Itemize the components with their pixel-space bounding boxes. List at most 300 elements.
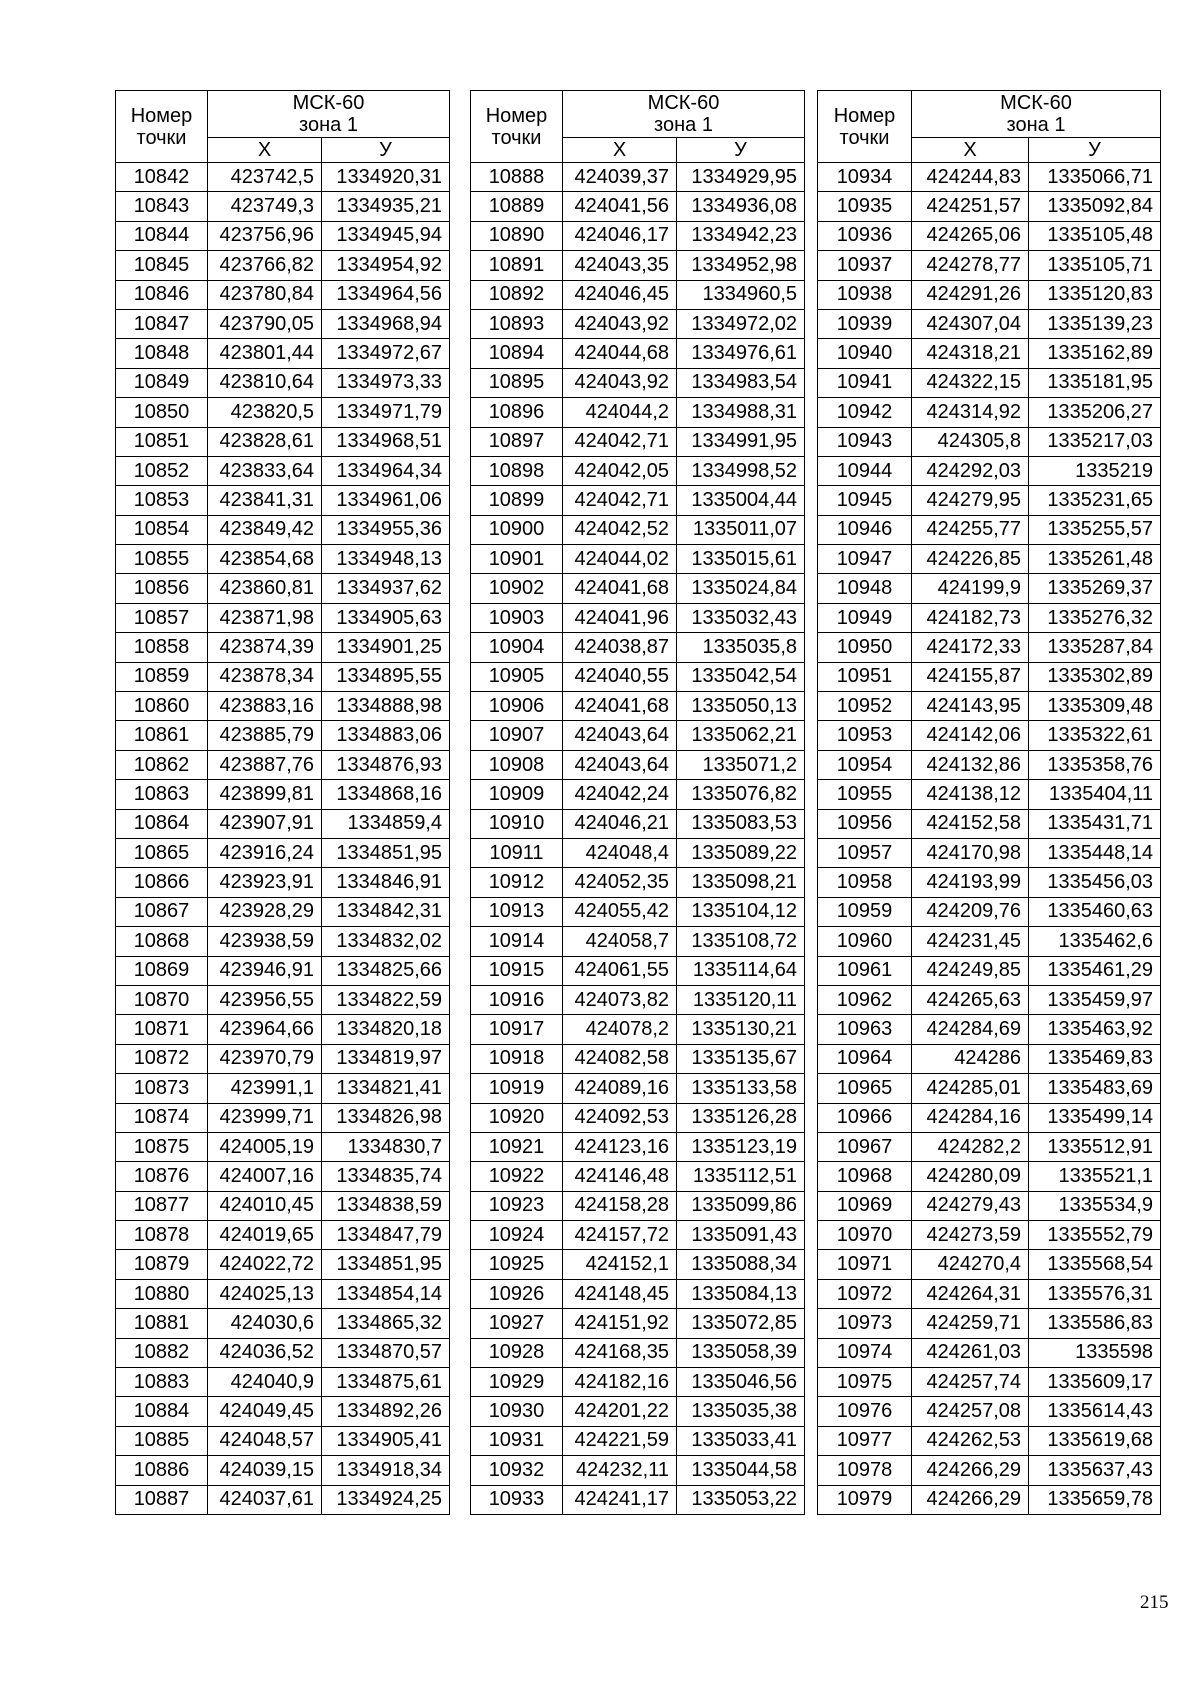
point-number: 10959 [818, 897, 912, 926]
x-coordinate: 424010,45 [208, 1191, 322, 1220]
point-number: 10844 [116, 221, 208, 250]
x-coordinate: 424244,83 [912, 163, 1029, 192]
y-coordinate: 1334846,91 [322, 868, 450, 897]
table-row [116, 251, 450, 280]
table-row [116, 1397, 450, 1426]
y-coordinate: 1334819,97 [322, 1044, 450, 1073]
x-coordinate: 424158,28 [563, 1191, 677, 1220]
x-coordinate: 423766,82 [208, 251, 322, 280]
point-number: 10941 [818, 368, 912, 397]
y-coordinate: 1335035,8 [677, 633, 805, 662]
y-coordinate: 1335123,19 [677, 1132, 805, 1161]
x-coordinate: 424044,68 [563, 339, 677, 368]
y-coordinate: 1334905,41 [322, 1426, 450, 1455]
table-row [818, 750, 1161, 779]
table-row [818, 662, 1161, 691]
y-coordinate: 1335459,97 [1029, 985, 1161, 1014]
point-number: 10859 [116, 662, 208, 691]
point-number: 10931 [471, 1426, 563, 1455]
point-number: 10974 [818, 1338, 912, 1367]
table-row [116, 750, 450, 779]
table-row [818, 309, 1161, 338]
x-coordinate: 424044,02 [563, 545, 677, 574]
point-number: 10855 [116, 545, 208, 574]
table-row [818, 927, 1161, 956]
x-coordinate: 423810,64 [208, 368, 322, 397]
x-coordinate: 424261,03 [912, 1338, 1029, 1367]
system-name: МСК-60 [292, 92, 365, 114]
table-row [471, 1044, 805, 1073]
y-coordinate: 1334976,61 [677, 339, 805, 368]
table-row [471, 1221, 805, 1250]
y-coordinate: 1335105,71 [1029, 251, 1161, 280]
table-row [116, 985, 450, 1014]
y-coordinate: 1334991,95 [677, 427, 805, 456]
y-coordinate: 1335076,82 [677, 780, 805, 809]
point-number: 10897 [471, 427, 563, 456]
table-row [818, 897, 1161, 926]
coordinate-tables [115, 90, 1181, 1562]
x-coordinate: 423820,5 [208, 398, 322, 427]
y-coordinate: 1335004,44 [677, 486, 805, 515]
y-coordinate: 1334820,18 [322, 1015, 450, 1044]
table-row [818, 1015, 1161, 1044]
x-coordinate: 424042,05 [563, 456, 677, 485]
table-row [116, 398, 450, 427]
y-coordinate: 1334918,34 [322, 1456, 450, 1485]
point-number: 10896 [471, 398, 563, 427]
point-number: 10890 [471, 221, 563, 250]
x-coordinate: 424043,64 [563, 750, 677, 779]
system-name: МСК-60 [1000, 92, 1072, 114]
y-coordinate: 1335033,41 [677, 1426, 805, 1455]
point-number: 10893 [471, 309, 563, 338]
point-number: 10862 [116, 750, 208, 779]
point-number: 10843 [116, 192, 208, 221]
table-row [818, 1309, 1161, 1338]
table-row [471, 721, 805, 750]
zone-name: зона 1 [299, 114, 358, 136]
point-number: 10888 [471, 163, 563, 192]
point-number: 10849 [116, 368, 208, 397]
table-row [471, 897, 805, 926]
point-number: 10866 [116, 868, 208, 897]
point-number: 10904 [471, 633, 563, 662]
y-coordinate: 1335609,17 [1029, 1368, 1161, 1397]
point-number: 10880 [116, 1279, 208, 1308]
x-coordinate: 424123,16 [563, 1132, 677, 1161]
y-coordinate: 1334859,4 [322, 809, 450, 838]
y-coordinate: 1334998,52 [677, 456, 805, 485]
table-row [471, 868, 805, 897]
y-coordinate: 1334954,92 [322, 251, 450, 280]
point-number: 10966 [818, 1103, 912, 1132]
y-coordinate: 1334830,7 [322, 1132, 450, 1161]
point-header: Номер точки [471, 91, 563, 163]
point-number: 10842 [116, 163, 208, 192]
x-coordinate: 423742,5 [208, 163, 322, 192]
y-header: У [1029, 138, 1161, 163]
table-row [818, 456, 1161, 485]
point-number: 10951 [818, 662, 912, 691]
table-row [818, 838, 1161, 867]
x-coordinate: 423756,96 [208, 221, 322, 250]
table-row [818, 545, 1161, 574]
y-coordinate: 1335358,76 [1029, 750, 1161, 779]
point-number: 10922 [471, 1162, 563, 1191]
table-row [116, 163, 450, 192]
table-row [471, 662, 805, 691]
point-number: 10960 [818, 927, 912, 956]
point-number: 10847 [116, 309, 208, 338]
table-row [471, 1279, 805, 1308]
point-number: 10901 [471, 545, 563, 574]
table-row [818, 1368, 1161, 1397]
y-coordinate: 1335011,07 [677, 515, 805, 544]
table-row [818, 221, 1161, 250]
table-row [818, 574, 1161, 603]
point-number: 10913 [471, 897, 563, 926]
point-number: 10944 [818, 456, 912, 485]
x-coordinate: 424307,04 [912, 309, 1029, 338]
y-coordinate: 1334851,95 [322, 1250, 450, 1279]
x-coordinate: 424172,33 [912, 633, 1029, 662]
x-coordinate: 424019,65 [208, 1221, 322, 1250]
table-row [471, 1132, 805, 1161]
point-number: 10845 [116, 251, 208, 280]
table-row [471, 809, 805, 838]
point-number: 10936 [818, 221, 912, 250]
point-number: 10950 [818, 633, 912, 662]
x-coordinate: 423878,34 [208, 662, 322, 691]
zone-name: зона 1 [1006, 114, 1066, 136]
y-coordinate: 1335512,91 [1029, 1132, 1161, 1161]
point-number: 10963 [818, 1015, 912, 1044]
table-row [116, 192, 450, 221]
point-number: 10858 [116, 633, 208, 662]
table-row [116, 868, 450, 897]
x-coordinate: 423841,31 [208, 486, 322, 515]
point-number: 10928 [471, 1338, 563, 1367]
y-coordinate: 1335637,43 [1029, 1456, 1161, 1485]
table-row [116, 574, 450, 603]
point-header: Номер точки [818, 91, 912, 163]
y-coordinate: 1335092,84 [1029, 192, 1161, 221]
point-number: 10876 [116, 1162, 208, 1191]
x-coordinate: 424209,76 [912, 897, 1029, 926]
table-row [116, 1485, 450, 1514]
point-number: 10883 [116, 1368, 208, 1397]
y-coordinate: 1334825,66 [322, 956, 450, 985]
point-number: 10956 [818, 809, 912, 838]
point-header: Номер точки [116, 91, 208, 163]
table-row [471, 1103, 805, 1132]
y-coordinate: 1335104,12 [677, 897, 805, 926]
point-number: 10934 [818, 163, 912, 192]
y-coordinate: 1335552,79 [1029, 1221, 1161, 1250]
table-row [471, 398, 805, 427]
x-coordinate: 424314,92 [912, 398, 1029, 427]
x-coordinate: 424142,06 [912, 721, 1029, 750]
point-number: 10964 [818, 1044, 912, 1073]
y-coordinate: 1335619,68 [1029, 1426, 1161, 1455]
y-coordinate: 1335133,58 [677, 1074, 805, 1103]
x-coordinate: 424043,35 [563, 251, 677, 280]
table-row [818, 163, 1161, 192]
x-coordinate: 424285,01 [912, 1074, 1029, 1103]
x-coordinate: 424262,53 [912, 1426, 1029, 1455]
x-coordinate: 424036,52 [208, 1338, 322, 1367]
table-row [818, 985, 1161, 1014]
point-number: 10935 [818, 192, 912, 221]
coordinate-table-3 [817, 90, 1161, 1515]
y-coordinate: 1335217,03 [1029, 427, 1161, 456]
y-coordinate: 1335098,21 [677, 868, 805, 897]
table-row [471, 633, 805, 662]
y-coordinate: 1335024,84 [677, 574, 805, 603]
point-number: 10948 [818, 574, 912, 603]
point-number: 10892 [471, 280, 563, 309]
x-coordinate: 424048,4 [563, 838, 677, 867]
point-number: 10955 [818, 780, 912, 809]
point-number: 10886 [116, 1456, 208, 1485]
table-row [818, 398, 1161, 427]
table-row [818, 1397, 1161, 1426]
x-coordinate: 424046,45 [563, 280, 677, 309]
point-number: 10877 [116, 1191, 208, 1220]
y-coordinate: 1335219 [1029, 456, 1161, 485]
y-coordinate: 1334847,79 [322, 1221, 450, 1250]
point-number: 10933 [471, 1485, 563, 1514]
point-number: 10905 [471, 662, 563, 691]
y-coordinate: 1335066,71 [1029, 163, 1161, 192]
y-coordinate: 1334972,02 [677, 309, 805, 338]
y-coordinate: 1334851,95 [322, 838, 450, 867]
point-number: 10971 [818, 1250, 912, 1279]
table-row [818, 1221, 1161, 1250]
y-coordinate: 1334895,55 [322, 662, 450, 691]
y-coordinate: 1334821,41 [322, 1074, 450, 1103]
table-row [116, 1250, 450, 1279]
x-coordinate: 424082,58 [563, 1044, 677, 1073]
x-coordinate: 423790,05 [208, 309, 322, 338]
point-number: 10850 [116, 398, 208, 427]
y-coordinate: 1334835,74 [322, 1162, 450, 1191]
y-coordinate: 1335072,85 [677, 1309, 805, 1338]
point-number: 10867 [116, 897, 208, 926]
y-coordinate: 1335269,37 [1029, 574, 1161, 603]
y-coordinate: 1335231,65 [1029, 486, 1161, 515]
table-row [116, 692, 450, 721]
point-number: 10903 [471, 603, 563, 632]
y-coordinate: 1335032,43 [677, 603, 805, 632]
table-row [116, 633, 450, 662]
x-coordinate: 424270,4 [912, 1250, 1029, 1279]
point-number: 10889 [471, 192, 563, 221]
x-coordinate: 423938,59 [208, 927, 322, 956]
point-number: 10908 [471, 750, 563, 779]
point-number: 10965 [818, 1074, 912, 1103]
table-row [471, 1456, 805, 1485]
table-row [471, 603, 805, 632]
y-coordinate: 1335053,22 [677, 1485, 805, 1514]
point-number: 10860 [116, 692, 208, 721]
table-row [471, 163, 805, 192]
x-coordinate: 424138,12 [912, 780, 1029, 809]
x-coordinate: 424043,92 [563, 309, 677, 338]
y-coordinate: 1335083,53 [677, 809, 805, 838]
x-coordinate: 423885,79 [208, 721, 322, 750]
table-row [116, 1191, 450, 1220]
y-coordinate: 1334876,93 [322, 750, 450, 779]
x-coordinate: 424282,2 [912, 1132, 1029, 1161]
y-coordinate: 1335139,23 [1029, 309, 1161, 338]
point-number: 10918 [471, 1044, 563, 1073]
x-header: Х [563, 138, 677, 163]
x-coordinate: 424007,16 [208, 1162, 322, 1191]
table-row [818, 515, 1161, 544]
y-coordinate: 1335404,11 [1029, 780, 1161, 809]
point-number: 10945 [818, 486, 912, 515]
point-number: 10917 [471, 1015, 563, 1044]
table-row [116, 486, 450, 515]
table-row [471, 1426, 805, 1455]
point-number: 10881 [116, 1309, 208, 1338]
table-row [818, 1426, 1161, 1455]
table-row [116, 1426, 450, 1455]
y-coordinate: 1335598 [1029, 1338, 1161, 1367]
table-row [116, 1456, 450, 1485]
y-coordinate: 1335120,11 [677, 985, 805, 1014]
table-row [471, 692, 805, 721]
y-coordinate: 1335463,92 [1029, 1015, 1161, 1044]
y-coordinate: 1335042,54 [677, 662, 805, 691]
y-coordinate: 1335302,89 [1029, 662, 1161, 691]
y-coordinate: 1334952,98 [677, 251, 805, 280]
x-coordinate: 424182,73 [912, 603, 1029, 632]
table-row [818, 1074, 1161, 1103]
x-coordinate: 424039,15 [208, 1456, 322, 1485]
system-header [208, 91, 450, 138]
x-coordinate: 424046,17 [563, 221, 677, 250]
y-coordinate: 1334942,23 [677, 221, 805, 250]
table-row [818, 1485, 1161, 1514]
table-row [818, 692, 1161, 721]
x-coordinate: 424265,63 [912, 985, 1029, 1014]
x-coordinate: 424044,2 [563, 398, 677, 427]
point-number: 10977 [818, 1426, 912, 1455]
y-coordinate: 1334935,21 [322, 192, 450, 221]
table-row [471, 927, 805, 956]
x-coordinate: 424052,35 [563, 868, 677, 897]
point-number: 10920 [471, 1103, 563, 1132]
y-coordinate: 1335521,1 [1029, 1162, 1161, 1191]
table-row [471, 1485, 805, 1514]
x-coordinate: 424221,59 [563, 1426, 677, 1455]
y-coordinate: 1335050,13 [677, 692, 805, 721]
table-row [818, 427, 1161, 456]
table-row [471, 1074, 805, 1103]
x-coordinate: 424038,87 [563, 633, 677, 662]
point-number: 10863 [116, 780, 208, 809]
x-coordinate: 424043,64 [563, 721, 677, 750]
table-row [116, 1162, 450, 1191]
x-coordinate: 424286 [912, 1044, 1029, 1073]
point-number: 10942 [818, 398, 912, 427]
y-coordinate: 1335135,67 [677, 1044, 805, 1073]
table-row [116, 809, 450, 838]
table-row [471, 1191, 805, 1220]
y-coordinate: 1335534,9 [1029, 1191, 1161, 1220]
x-coordinate: 423923,91 [208, 868, 322, 897]
y-coordinate: 1335462,6 [1029, 927, 1161, 956]
table-row [471, 427, 805, 456]
point-number: 10911 [471, 838, 563, 867]
x-coordinate: 424058,7 [563, 927, 677, 956]
system-name: МСК-60 [647, 92, 720, 114]
point-number: 10906 [471, 692, 563, 721]
x-coordinate: 424199,9 [912, 574, 1029, 603]
x-coordinate: 423907,91 [208, 809, 322, 838]
table-row [471, 545, 805, 574]
table-row [818, 1132, 1161, 1161]
table-row [116, 780, 450, 809]
x-coordinate: 424143,95 [912, 692, 1029, 721]
y-coordinate: 1335568,54 [1029, 1250, 1161, 1279]
point-number: 10851 [116, 427, 208, 456]
y-coordinate: 1335309,48 [1029, 692, 1161, 721]
table-row [818, 780, 1161, 809]
point-number: 10949 [818, 603, 912, 632]
x-coordinate: 423871,98 [208, 603, 322, 632]
y-coordinate: 1335130,21 [677, 1015, 805, 1044]
y-coordinate: 1334964,56 [322, 280, 450, 309]
point-number: 10868 [116, 927, 208, 956]
point-number: 10902 [471, 574, 563, 603]
table-row [818, 368, 1161, 397]
x-coordinate: 424078,2 [563, 1015, 677, 1044]
x-coordinate: 424259,71 [912, 1309, 1029, 1338]
y-coordinate: 1334875,61 [322, 1368, 450, 1397]
y-coordinate: 1334905,63 [322, 603, 450, 632]
y-coordinate: 1334973,33 [322, 368, 450, 397]
y-coordinate: 1335062,21 [677, 721, 805, 750]
point-number: 10899 [471, 486, 563, 515]
y-coordinate: 1335469,83 [1029, 1044, 1161, 1073]
x-coordinate: 423749,3 [208, 192, 322, 221]
x-coordinate: 424291,26 [912, 280, 1029, 309]
x-coordinate: 424061,55 [563, 956, 677, 985]
x-coordinate: 424092,53 [563, 1103, 677, 1132]
y-coordinate: 1335112,51 [677, 1162, 805, 1191]
y-coordinate: 1335089,22 [677, 838, 805, 867]
x-coordinate: 423883,16 [208, 692, 322, 721]
y-coordinate: 1335322,61 [1029, 721, 1161, 750]
table-row [116, 1221, 450, 1250]
table-row [116, 1338, 450, 1367]
point-number: 10915 [471, 956, 563, 985]
point-number: 10852 [116, 456, 208, 485]
y-coordinate: 1334883,06 [322, 721, 450, 750]
point-number: 10861 [116, 721, 208, 750]
y-coordinate: 1335071,2 [677, 750, 805, 779]
y-coordinate: 1335088,34 [677, 1250, 805, 1279]
y-coordinate: 1335099,86 [677, 1191, 805, 1220]
y-coordinate: 1335659,78 [1029, 1485, 1161, 1514]
x-coordinate: 424279,43 [912, 1191, 1029, 1220]
table-row [818, 1250, 1161, 1279]
point-number: 10871 [116, 1015, 208, 1044]
